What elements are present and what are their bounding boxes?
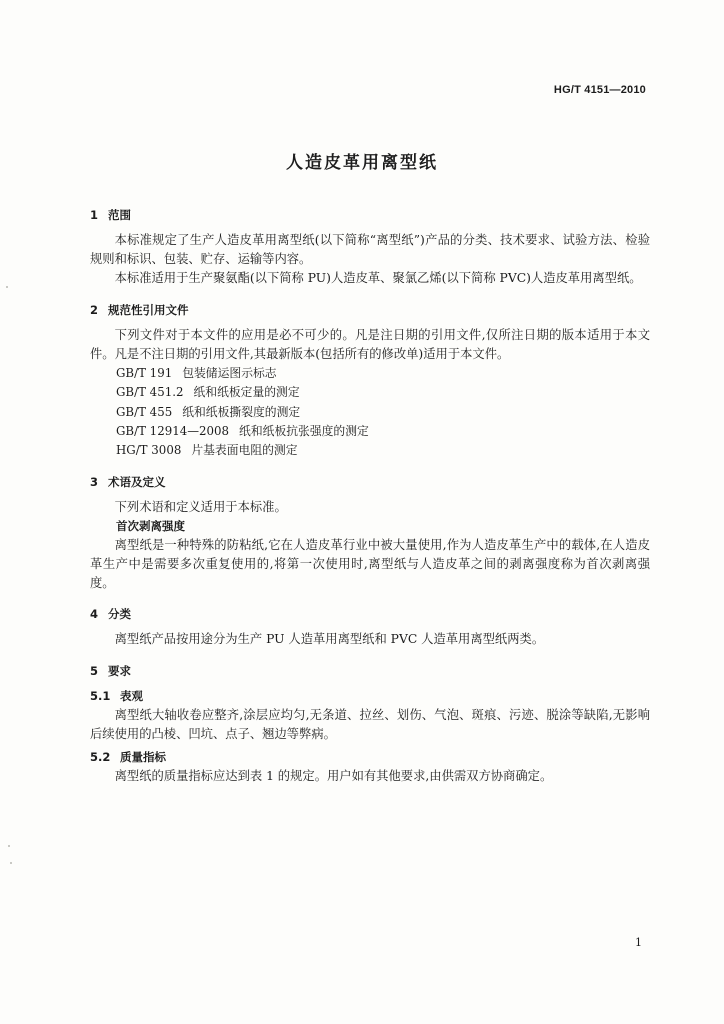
- reference-code: GB/T 191: [116, 366, 173, 381]
- appearance-paragraph: 离型纸大轴收卷应整齐,涂层应均匀,无条道、拉丝、划伤、气泡、斑痕、污迹、脱涂等缺陷,无影响后续使用的凸棱、凹坑、点子、翘边等弊病。: [90, 707, 650, 741]
- quality-index-paragraph: 离型纸的质量指标应达到表 1 的规定。用户如有其他要求,由供需双方协商确定。: [114, 768, 553, 783]
- normative-refs-intro: 下列文件对于本文件的应用是必不可少的。凡是注日期的引用文件,仅所注日期的版本适用于本文件。凡是不注日期的引用文件,其最新版本(包括所有的修改单)适用于本文件。: [90, 327, 650, 361]
- section-title: 规范性引用文件: [108, 302, 189, 317]
- reference-item: [90, 403, 650, 422]
- section-5-heading: [90, 662, 650, 681]
- section-number: 3: [90, 474, 99, 489]
- scan-speck: [8, 845, 10, 847]
- reference-title: 纸和纸板撕裂度的测定: [182, 404, 301, 419]
- scope-paragraph-1: 本标准规定了生产人造皮革用离型纸(以下简称“离型纸”)产品的分类、技术要求、试验方法、检验规则和标识、包装、贮存、运输等内容。: [90, 233, 650, 267]
- reference-item: [90, 441, 650, 460]
- section-title: 范围: [108, 208, 131, 222]
- subsection-title: 表观: [120, 688, 143, 703]
- section-3-heading: [90, 473, 650, 492]
- document-title: 人造皮革用离型纸: [286, 153, 438, 173]
- page-number: 1: [635, 936, 642, 949]
- subsection-5-2-heading: [90, 748, 650, 767]
- section-1-heading: [90, 206, 650, 225]
- term-definition: 离型纸是一种特殊的防粘纸,它在人造皮革行业中被大量使用,作为人造皮革生产中的载体,在人造皮革生产中是需要多次重复使用的,将第一次使用时,离型纸与人造皮革之间的剥离强度称为首次剥离强度。: [90, 537, 650, 591]
- reference-title: 包装储运图示标志: [182, 366, 277, 381]
- terms-intro: 下列术语和定义适用于本标准。: [114, 499, 287, 514]
- reference-item: [90, 383, 650, 402]
- subsection-5-1-heading: [90, 687, 650, 706]
- section-number: 2: [90, 302, 99, 317]
- section-number: 5: [90, 663, 99, 678]
- subsection-title: 质量指标: [120, 749, 166, 764]
- standard-code: HG/T 4151—2010: [553, 84, 646, 96]
- section-number: 4: [90, 607, 99, 622]
- reference-code: GB/T 12914—2008: [116, 423, 230, 438]
- subsection-number: 5.1: [90, 688, 111, 703]
- reference-item: [90, 422, 650, 441]
- section-title: 分类: [108, 607, 131, 622]
- document-body: [90, 206, 650, 786]
- reference-code: GB/T 455: [116, 404, 173, 419]
- term-heading: 首次剥离强度: [116, 518, 185, 533]
- scope-paragraph-2: 本标准适用于生产聚氨酯(以下简称 PU)人造皮革、聚氯乙烯(以下简称 PVC)人造皮革用离型纸。: [114, 271, 642, 286]
- reference-item: [90, 364, 650, 383]
- reference-title: 纸和纸板抗张强度的测定: [239, 423, 369, 438]
- section-4-heading: [90, 605, 650, 624]
- reference-title: 纸和纸板定量的测定: [193, 385, 300, 400]
- subsection-number: 5.2: [90, 749, 111, 764]
- reference-code: HG/T 3008: [116, 443, 182, 458]
- scan-speck: [10, 862, 12, 864]
- section-title: 术语及定义: [108, 474, 166, 489]
- section-title: 要求: [108, 663, 131, 678]
- classification-paragraph: 离型纸产品按用途分为生产 PU 人造革用离型纸和 PVC 人造革用离型纸两类。: [114, 632, 545, 647]
- reference-code: GB/T 451.2: [116, 385, 184, 400]
- reference-title: 片基表面电阻的测定: [191, 443, 298, 458]
- scan-speck: [6, 286, 8, 288]
- section-2-heading: [90, 301, 650, 320]
- section-number: 1: [90, 208, 99, 222]
